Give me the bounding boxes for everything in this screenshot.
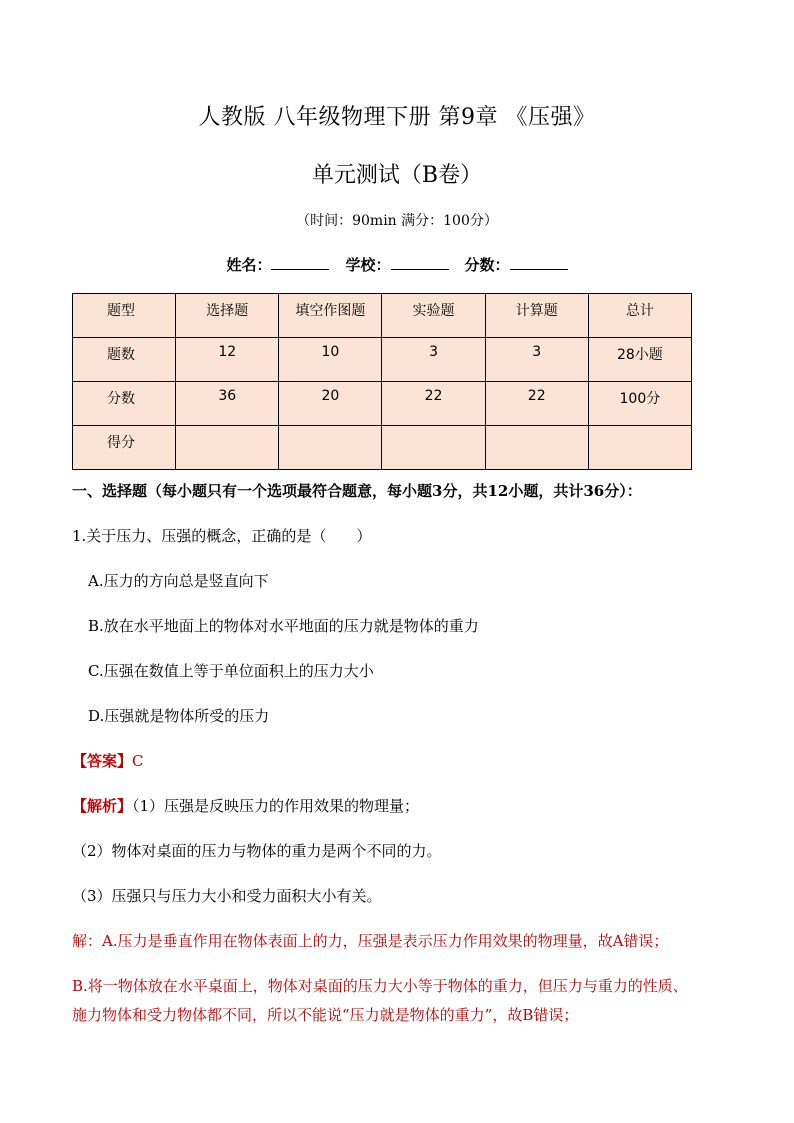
- analysis-line-2: （2）物体对桌面的压力与物体的重力是两个不同的力。: [72, 842, 442, 860]
- table-cell: 题数: [73, 338, 176, 382]
- table-header-cell: 填空作图题: [279, 294, 382, 338]
- table-header-cell: 计算题: [485, 294, 588, 338]
- option-b: B.放在水平地面上的物体对水平地面的压力就是物体的重力: [88, 617, 479, 635]
- answer-value: C: [132, 752, 144, 770]
- table-cell: 3: [485, 338, 588, 382]
- table-cell: 得分: [73, 426, 176, 470]
- school-blank: [391, 255, 449, 270]
- student-info-row: [0, 254, 794, 275]
- table-row: [73, 426, 692, 470]
- solution-line-1: 解：A.压力是垂直作用在物体表面上的力，压强是表示压力作用效果的物理量，故A错误；: [72, 932, 669, 950]
- table-cell: 100分: [588, 382, 691, 426]
- table-row: [73, 338, 692, 382]
- section-heading: 一、选择题（每小题只有一个选项最符合题意，每小题3分，共12小题，共计36分）：: [72, 482, 642, 500]
- score-table: [72, 293, 692, 470]
- analysis-line-3: （3）压强只与压力大小和受力面积大小有关。: [72, 887, 382, 905]
- table-header-cell: 题型: [73, 294, 176, 338]
- document-title: 人教版 八年级物理下册 第9章 《压强》: [198, 105, 596, 130]
- table-cell: 20: [279, 382, 382, 426]
- option-c: C.压强在数值上等于单位面积上的压力大小: [88, 662, 374, 680]
- school-label: 学校：: [345, 256, 391, 274]
- table-header-cell: 选择题: [176, 294, 279, 338]
- table-cell: 12: [176, 338, 279, 382]
- question-stem: 1.关于压力、压强的概念，正确的是（ ）: [72, 527, 372, 545]
- option-a: A.压力的方向总是竖直向下: [88, 572, 269, 590]
- table-cell: [176, 426, 279, 470]
- table-header-cell: 总计: [588, 294, 691, 338]
- exam-meta: （时间：90min 满分：100分）: [296, 213, 498, 229]
- table-row: [73, 382, 692, 426]
- table-cell: [588, 426, 691, 470]
- table-cell: 10: [279, 338, 382, 382]
- analysis-line-1: [72, 795, 419, 816]
- name-label: 姓名：: [226, 256, 272, 274]
- name-blank: [271, 255, 329, 270]
- table-cell: [485, 426, 588, 470]
- table-cell: [382, 426, 485, 470]
- score-label: 分数：: [464, 256, 510, 274]
- table-cell: 3: [382, 338, 485, 382]
- answer-line: [72, 750, 144, 771]
- analysis-text: （1）压强是反映压力的作用效果的物理量；: [132, 797, 420, 815]
- analysis-label: 【解析】: [72, 797, 133, 815]
- score-blank: [510, 255, 568, 270]
- solution-line-2: B.将一物体放在水平桌面上，物体对桌面的压力大小等于物体的重力，但压力与重力的性质、: [72, 977, 688, 995]
- score-table-header-row: [73, 294, 692, 338]
- table-cell: 22: [382, 382, 485, 426]
- table-cell: 22: [485, 382, 588, 426]
- solution-line-3: 施力物体和受力物体都不同，所以不能说“压力就是物体的重力”，故B错误；: [72, 1006, 579, 1024]
- table-cell: 分数: [73, 382, 176, 426]
- option-d: D.压强就是物体所受的压力: [88, 707, 270, 725]
- table-cell: [279, 426, 382, 470]
- table-header-cell: 实验题: [382, 294, 485, 338]
- table-cell: 28小题: [588, 338, 691, 382]
- table-cell: 36: [176, 382, 279, 426]
- answer-label: 【答案】: [72, 752, 133, 770]
- document-subtitle: 单元测试（B卷）: [311, 163, 483, 188]
